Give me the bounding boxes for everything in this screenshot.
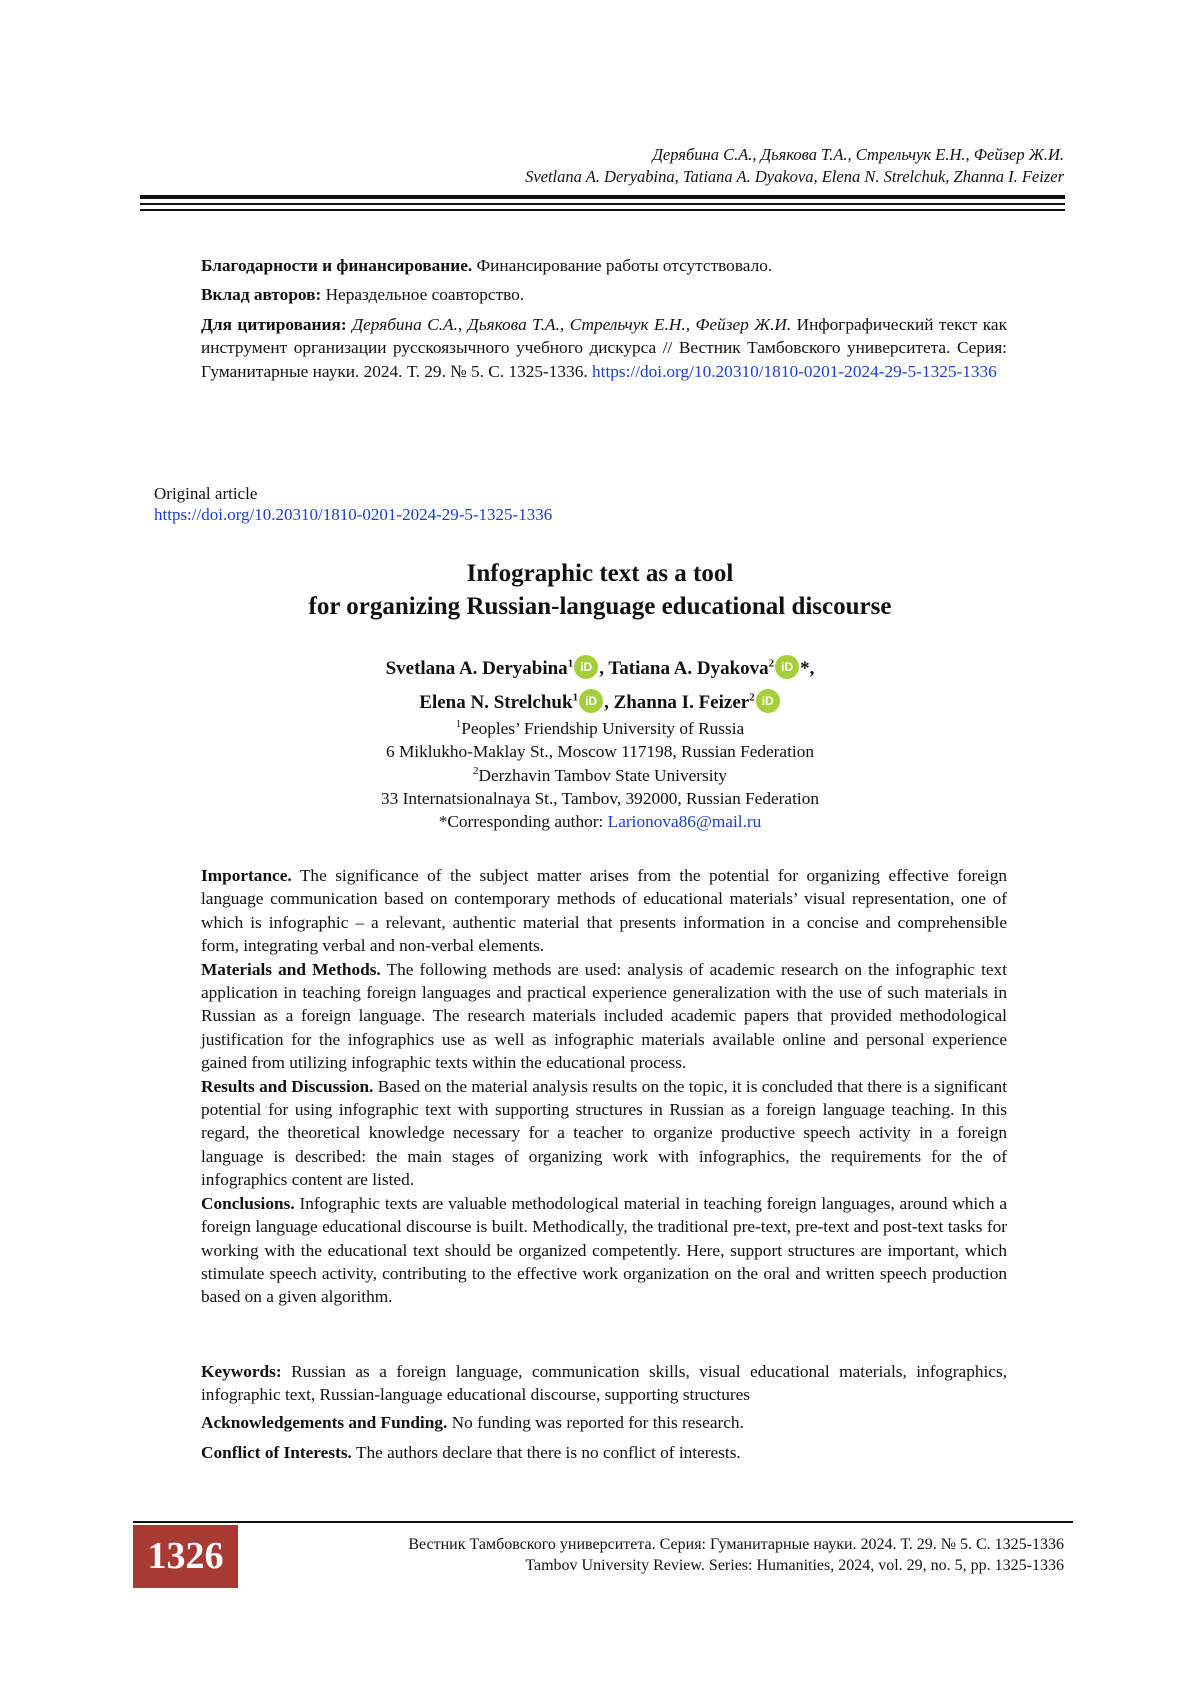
affiliation-2-name [0,764,1200,787]
ack-text: No funding was reported for this research. [451,1413,744,1432]
ru-contrib-label: Вклад авторов: [201,285,322,304]
ru-cite-label: Для цитирования: [201,315,347,334]
coi-label: Conflict of Interests. [201,1443,352,1462]
author-line-2: Elena N. Strelchuk$^1$ iD , Zhanna I. Feizer$^2$ iD [0,686,1200,720]
author-name: Elena N. Strelchuk [419,692,573,713]
abstract [201,864,1007,1309]
methods-text: The following methods are used: analysis of academic research on the infographic text application in teaching foreign languages and practical experience generalization with the use of such materials in Russian as a foreign language. The research materials included academic papers that provided methodological justification for the infographics use as well as infographic materials available online and personal experience gained from utilizing infographic texts within the educational process. [201,959,1007,1073]
corresponding-email-link[interactable]: Larionova86@mail.ru [607,812,762,832]
author-name: Svetlana A. Deryabina [385,658,568,679]
abstract-importance [201,864,1007,958]
footer-journal-en: Tambov University Review. Series: Humanities, 2024, vol. 29, no. 5, pp. 1325-1336 [525,1557,1064,1574]
conflict-of-interests [201,1441,1007,1464]
author-line-1: Svetlana A. Deryabina$^1$ iD , Tatiana A. Dyakova$^2$ iD *, [0,652,1200,686]
article-type: Original article [154,484,258,503]
footer-journal-ru: Вестник Тамбовского университета. Серия: Гуманитарные науки. 2024. Т. 29. № 5. С. 1325-1336 [408,1536,1064,1553]
methods-label: Materials and Methods. [201,959,381,979]
ru-cite-authors: Дерябина С.А., Дьякова Т.А., Стрельчук Е.Н., Фейзер Ж.И. [352,315,792,334]
results-label: Results and Discussion. [201,1076,374,1096]
affiliation-mark: 2 [749,691,755,704]
results-text: Based on the material analysis results on the topic, it is concluded that there is a significant potential for using infographic text with supporting structures in Russian as a foreign language teaching. In this regard, the theoretical knowledge necessary for a teacher to organize productive speech activity in a foreign language is described: the main stages of organizing work with infographics, the requirements for the of infographics content are listed. [201,1076,1007,1190]
article-doi-link[interactable]: https://doi.org/10.20310/1810-0201-2024-29-5-1325-1336 [154,505,553,524]
ru-acknowledgements [201,254,1007,277]
conclusions-label: Conclusions. [201,1193,295,1213]
abstract-methods [201,958,1007,1075]
abstract-conclusions [201,1192,1007,1309]
author-name: Tatiana A. Dyakova [608,658,769,679]
ack-label: Acknowledgements and Funding. [201,1413,448,1432]
affiliation-1-name [0,717,1200,740]
affiliation-number: 2 [472,764,479,777]
ru-cite-doi-link[interactable]: https://doi.org/10.20310/1810-0201-2024-29-5-1325-1336 [592,361,997,381]
affiliation-mark: 1 [572,691,579,704]
coi-text: The authors declare that there is no conflict of interests. [355,1443,741,1462]
importance-text: The significance of the subject matter arises from the potential for organizing effective foreign language communication based on contemporary methods of educational materials’ visual representation, one of which is infographic – a relevant, authentic material that presents information in a concise and comprehensible form, integrating verbal and non-verbal elements. [201,866,1007,956]
affiliation-number: 1 [455,718,462,731]
article-title [0,557,1200,623]
corresponding-author [0,810,1200,833]
affiliation-text: Derzhavin Tambov State University [478,765,727,785]
running-header-en: Svetlana A. Deryabina, Tatiana A. Dyakova, Elena N. Strelchuk, Zhanna I. Feizer [525,167,1064,186]
keywords [201,1360,1007,1407]
affiliation-mark: 2 [768,657,775,670]
ru-citation [201,313,1007,383]
affiliations [0,717,1200,833]
ru-ack-text: Финансирование работы отсутствовало. [476,256,773,275]
ru-cite-text: Инфографический текст как инструмент организации русскоязычного учебного дискурса // Вестник Тамбовского университета. Серия: Гуманитарные науки. 2024. Т. 29. № 5. С. 1325-1336. [201,315,1007,381]
title-line-1: Infographic text as a tool [466,560,734,587]
corresponding-mark: *, [800,658,815,679]
keywords-label: Keywords: [201,1362,282,1381]
orcid-icon[interactable]: iD [574,655,598,679]
importance-label: Importance. [201,866,292,885]
header-rule-thin [140,209,1065,211]
orcid-icon[interactable]: iD [775,655,799,679]
keywords-text: Russian as a foreign language, communication skills, visual educational materials, infographics, infographic text, Russian-language educational discourse, supporting structures [201,1362,1007,1405]
orcid-icon[interactable]: iD [579,689,603,713]
ru-author-contribution [201,283,1007,306]
author-name: Zhanna I. Feizer [613,692,750,713]
affiliation-2-address: 33 Internatsionalnaya St., Tambov, 392000, Russian Federation [381,788,819,808]
title-line-2: for organizing Russian-language educational discourse [308,593,892,620]
header-rule-thick [140,195,1065,199]
abstract-results [201,1075,1007,1192]
affiliation-1-address: 6 Miklukho-Maklay St., Moscow 117198, Russian Federation [385,742,814,762]
header-rule-mid [140,203,1065,205]
page-number: 1326 [133,1525,238,1588]
footer-rule [133,1521,1073,1523]
ru-contrib-text: Нераздельное соавторство. [325,285,525,304]
affiliation-text: Peoples’ Friendship University of Russia [461,719,745,738]
running-header-ru: Дерябина С.А., Дьякова Т.А., Стрельчук Е.Н., Фейзер Ж.И. [652,145,1064,164]
affiliation-mark: 1 [567,657,574,670]
article-doi [154,503,552,526]
corresponding-label: *Corresponding author: [438,812,604,832]
conclusions-text: Infographic texts are valuable methodological material in teaching foreign languages, around which a foreign language educational discourse is built. Methodically, the traditional pre-text, pre-text and post-text tasks for working with the educational text should be organized competently. Here, support structures are important, which stimulate speech activity, contributing to the effective work organization on the oral and written speech production based on a given algorithm. [201,1193,1008,1307]
ru-ack-label: Благодарности и финансирование. [201,256,473,275]
orcid-icon[interactable]: iD [756,689,780,713]
acknowledgements [201,1411,1007,1434]
author-list [0,652,1200,720]
